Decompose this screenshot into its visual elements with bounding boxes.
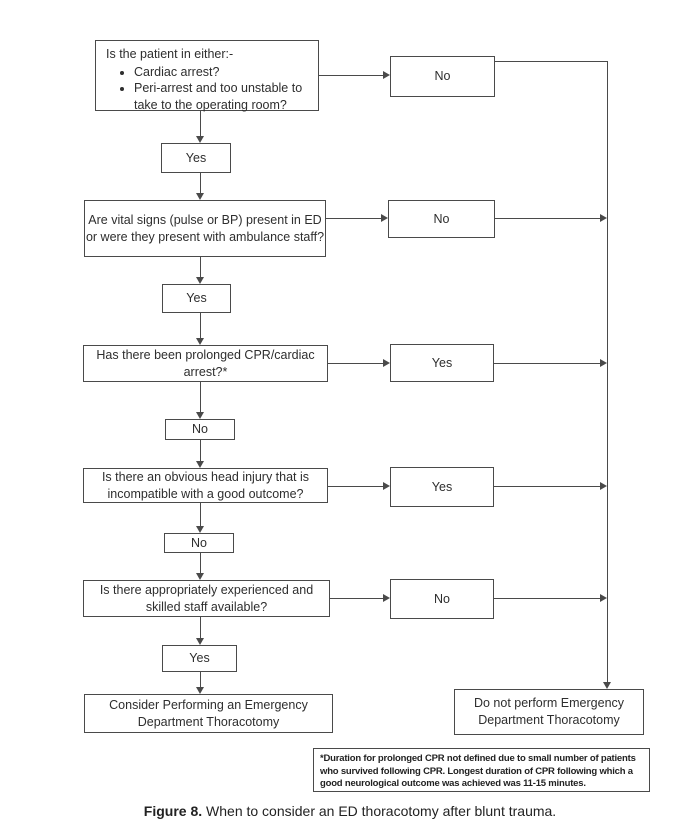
arrow-q3-to-yes3-line	[328, 363, 383, 364]
side-answer-yes-4-box: Yes	[390, 467, 494, 507]
arrow-yes2-to-q3-head	[196, 338, 204, 345]
arrow-q3-to-no3-line	[200, 382, 201, 413]
answer-no-3-box: No	[165, 419, 235, 440]
arrow-yes2-to-q3-line	[200, 313, 201, 339]
arrow-no2-to-rail-head	[600, 214, 607, 222]
arrow-no2-to-rail-line	[495, 218, 600, 219]
arrow-q3-to-yes3-head	[383, 359, 390, 367]
arrow-no5-to-rail-head	[600, 594, 607, 602]
side-answer-no-1-box: No	[390, 56, 495, 97]
arrow-no4-to-q5-head	[196, 573, 204, 580]
arrow-yes3-to-rail-line	[494, 363, 600, 364]
figure-caption-label: Figure 8.	[143, 803, 203, 819]
rail-to-outcome-head	[603, 682, 611, 689]
arrow-no5-to-rail-line	[494, 598, 600, 599]
arrow-q1-to-yes1-head	[196, 136, 204, 143]
figure-caption-text: When to consider an ED thoracotomy after blunt trauma.	[202, 803, 557, 819]
arrow-q5-to-yes5-head	[196, 638, 204, 645]
arrow-q3-to-no3-head	[196, 412, 204, 419]
arrow-yes1-to-q2-head	[196, 193, 204, 200]
arrow-yes4-to-rail-head	[600, 482, 607, 490]
arrow-yes4-to-rail-line	[494, 486, 600, 487]
arrow-q2-to-yes2-line	[200, 257, 201, 278]
side-answer-no-2-box: No	[388, 200, 495, 238]
arrow-q2-to-no2-head	[381, 214, 388, 222]
arrow-q1-to-yes1-line	[200, 111, 201, 137]
arrow-no4-to-q5-line	[200, 553, 201, 574]
answer-no-4-box: No	[164, 533, 234, 553]
answer-yes-5-box: Yes	[162, 645, 237, 672]
arrow-yes5-to-outcome-line	[200, 672, 201, 688]
arrow-q4-to-no4-line	[200, 503, 201, 527]
side-answer-no-5-box: No	[390, 579, 494, 619]
bullet-cardiac-arrest: • Cardiac arrest?	[134, 64, 312, 81]
figure-caption	[0, 803, 700, 819]
question-1-intro: Is the patient in either:-	[106, 47, 234, 61]
arrow-yes1-to-q2-line	[200, 173, 201, 194]
arrow-q2-to-yes2-head	[196, 277, 204, 284]
rail-vertical-line	[607, 61, 608, 682]
arrow-q1-to-no1-line	[319, 75, 383, 76]
answer-yes-1-box: Yes	[161, 143, 231, 173]
arrow-yes3-to-rail-head	[600, 359, 607, 367]
outcome-do-not-perform-box: Do not perform Emergency Department Thoracotomy	[454, 689, 644, 735]
footnote-box: *Duration for prolonged CPR not defined due to small number of patients who survived following CPR. Longest duration of CPR following which a good neurological outcome was achieved was 11-15 minutes.	[313, 748, 650, 792]
question-4-box: Is there an obvious head injury that is incompatible with a good outcome?	[83, 468, 328, 503]
outcome-perform-box: Consider Performing an Emergency Department Thoracotomy	[84, 694, 333, 733]
answer-yes-2-box: Yes	[162, 284, 231, 313]
arrow-q5-to-yes5-line	[200, 617, 201, 639]
question-2-box: Are vital signs (pulse or BP) present in ED or were they present with ambulance staff?	[84, 200, 326, 257]
arrow-no3-to-q4-head	[196, 461, 204, 468]
arrow-q4-to-yes4-line	[328, 486, 383, 487]
question-3-box: Has there been prolonged CPR/cardiac arrest?*	[83, 345, 328, 382]
question-5-box: Is there appropriately experienced and skilled staff available?	[83, 580, 330, 617]
arrow-q4-to-no4-head	[196, 526, 204, 533]
side-answer-yes-3-box: Yes	[390, 344, 494, 382]
bullet-peri-arrest: • Peri-arrest and too unstable to take to the operating room?	[134, 80, 312, 113]
question-1-bullets	[106, 64, 312, 114]
arrow-q5-to-no5-line	[330, 598, 383, 599]
connector-no1-to-rail-line	[495, 61, 607, 62]
arrow-q1-to-no1-head	[383, 71, 390, 79]
arrow-q2-to-no2-line	[326, 218, 381, 219]
arrow-yes5-to-outcome-head	[196, 687, 204, 694]
arrow-no3-to-q4-line	[200, 440, 201, 462]
arrow-q4-to-yes4-head	[383, 482, 390, 490]
question-1-box	[95, 40, 319, 111]
arrow-q5-to-no5-head	[383, 594, 390, 602]
